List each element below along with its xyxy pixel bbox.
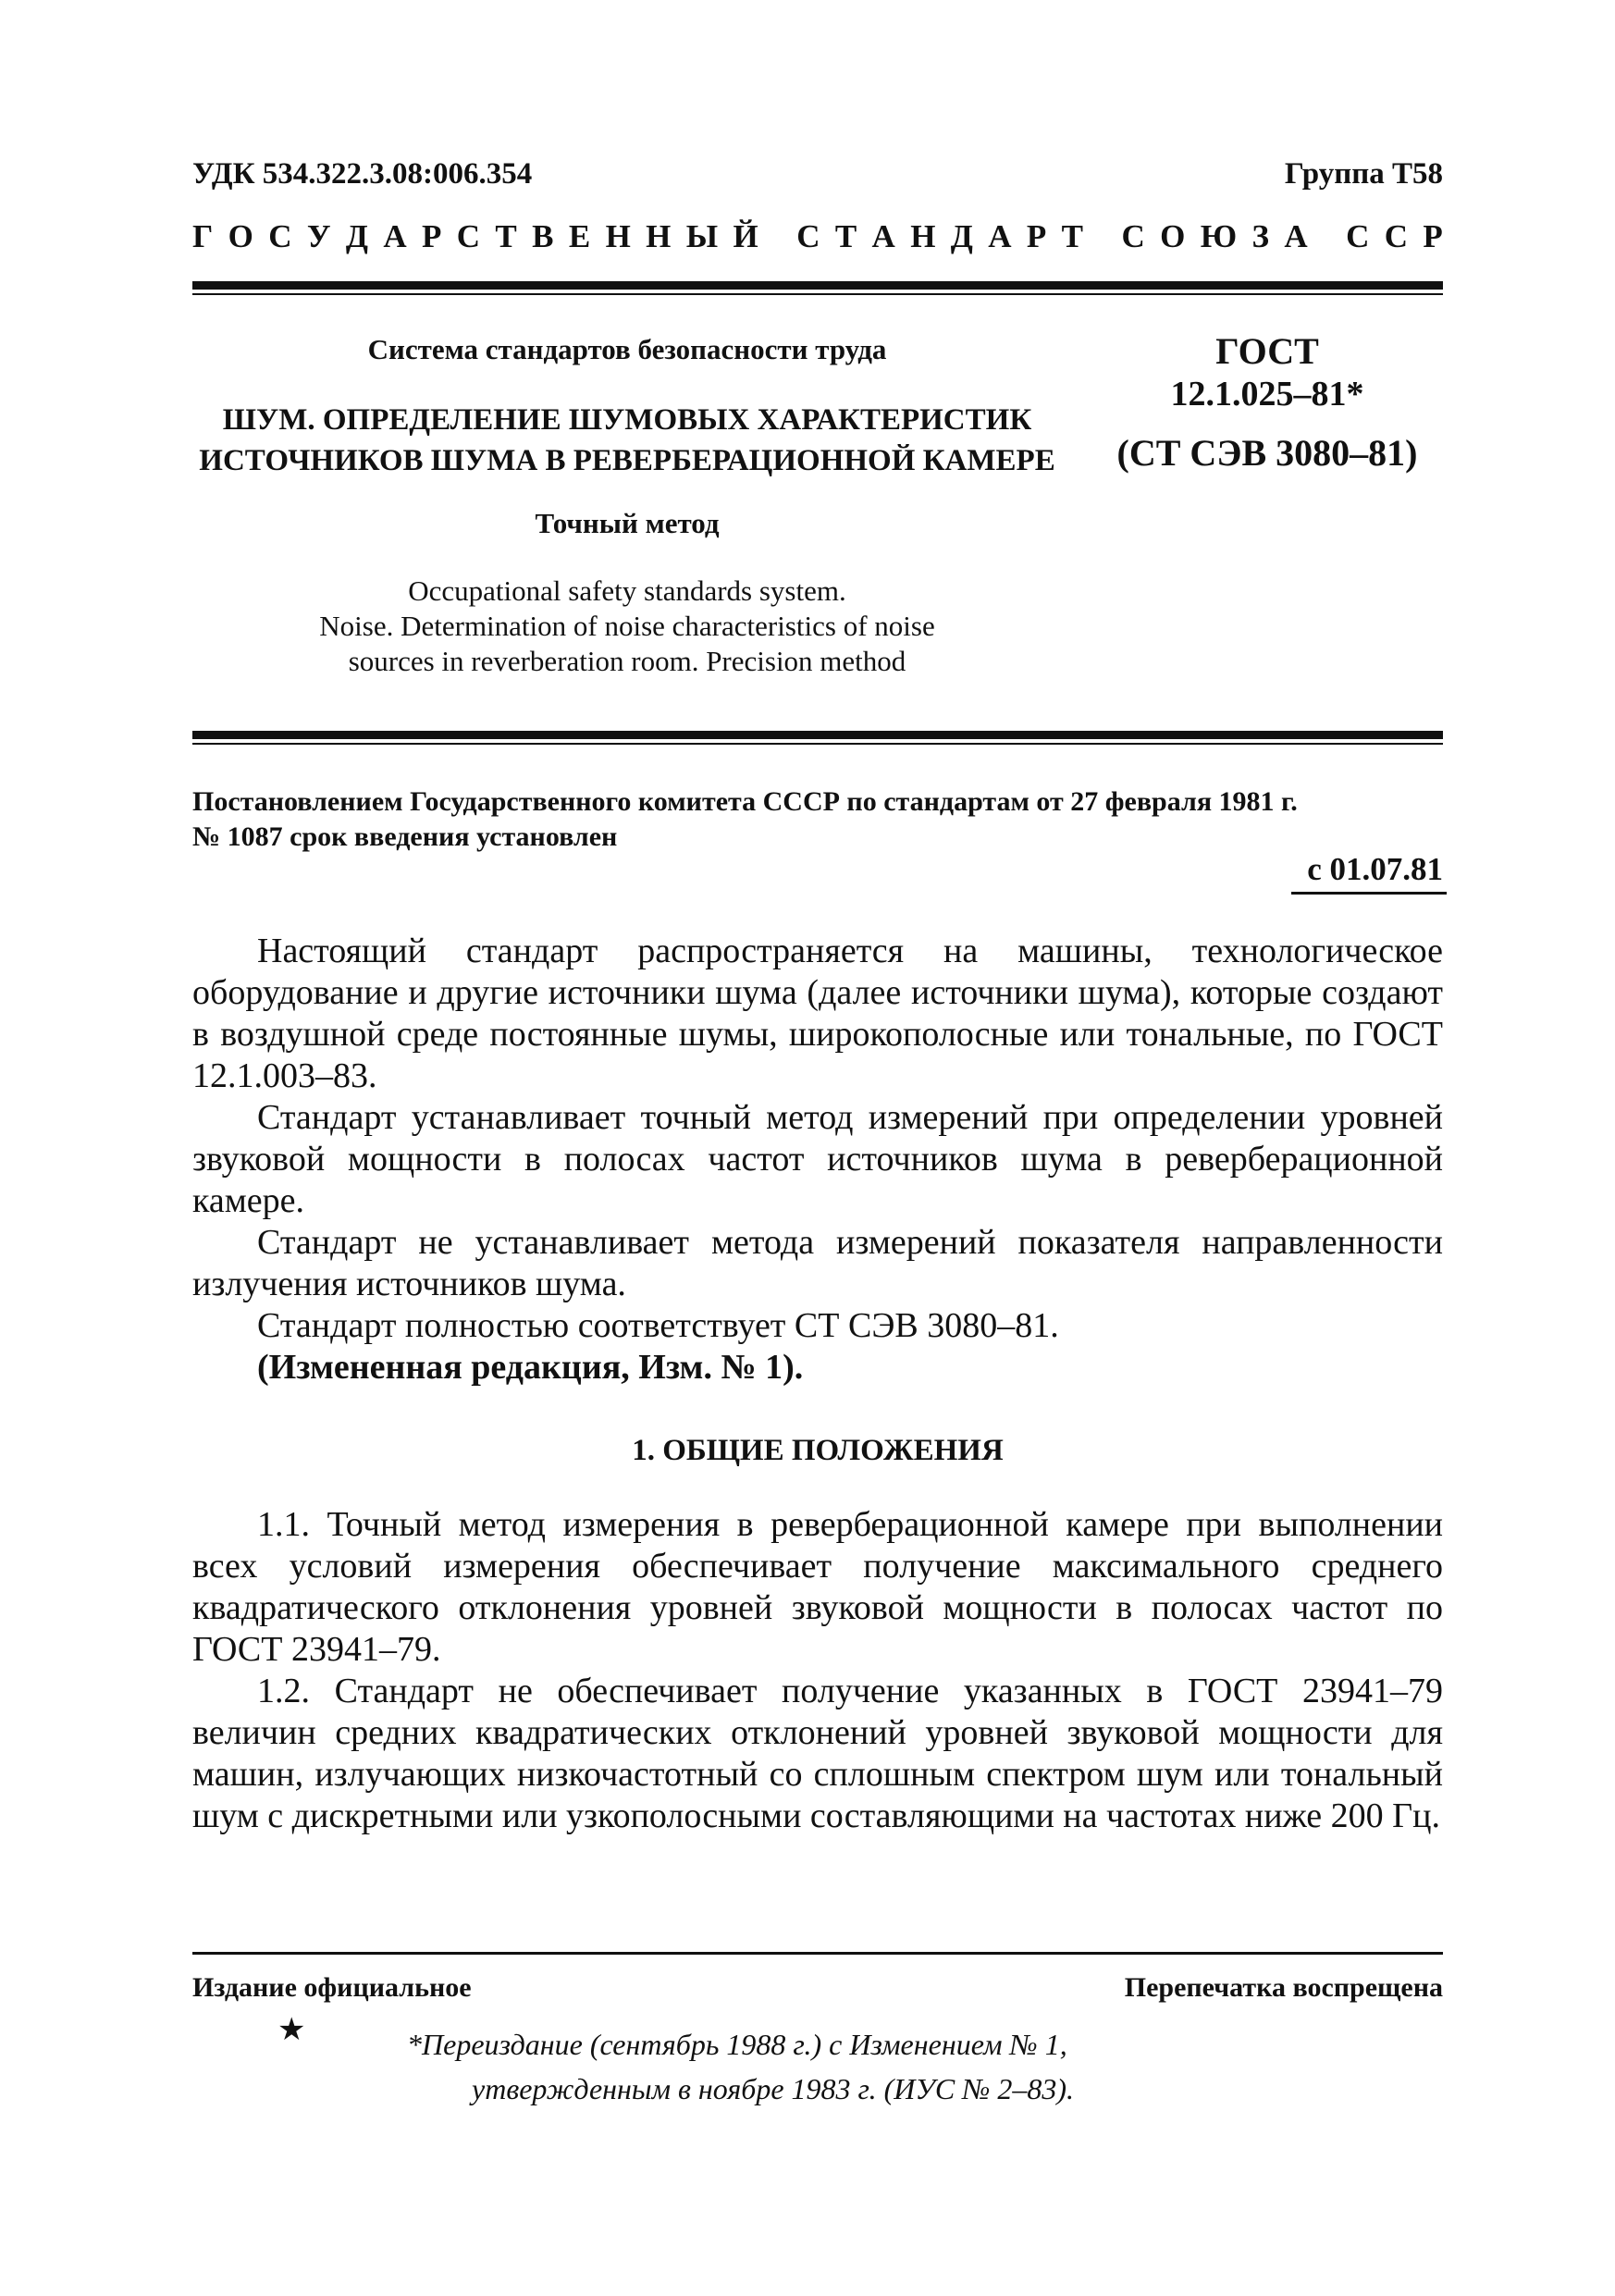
star-icon: ★ [277,2013,306,2047]
state-standard-letter: Р [422,218,442,254]
footer-rule [192,1952,1443,1955]
middle-thin-rule [192,743,1443,745]
state-standard-letter: С [1384,218,1408,254]
state-standard-heading [192,218,1443,255]
paragraph-sev: Стандарт полностью соответствует СТ СЭВ 3080–81. [257,1306,1059,1345]
state-standard-letter: Д [345,218,369,254]
official-edition: Издание официальное [192,1972,472,2003]
gost-number: 12.1.025–81* [1170,375,1364,414]
state-standard-letter: Т [834,218,857,254]
intro-body [192,931,1443,1389]
gost-label: ГОСТ [1215,330,1319,372]
group-code: Группа Т58 [1284,157,1443,191]
state-standard-letter: У [306,218,331,254]
state-standard-letter: Р [1026,218,1047,254]
paragraph-method: Стандарт устанавливает точный метод измерений при определении уровней звуковой мощности в полосах частот источников шума в реверберационной камере. [192,1098,1443,1220]
state-standard-letter: Р [1423,218,1443,254]
state-standard-letter: А [1284,218,1308,254]
state-standard-letter [773,218,782,255]
state-standard-letter: Н [910,218,936,254]
state-standard-letter: О [1160,218,1186,254]
state-standard-letter: А [871,218,895,254]
reprint-prohibited: Перепечатка воспрещена [1124,1972,1443,2003]
state-standard-letter: Г [192,218,214,254]
state-standard-letter: Й [733,218,758,254]
state-standard-letter: Т [495,218,517,254]
clause-1-2: 1.2. Стандарт не обеспечивает получение указанных в ГОСТ 23941–79 величин средних квадратических отклонений уровней звуковой мощности для машин, излучающих низкочастотный со сплошным спектром шум или тональный шум с дискретными или узкополосными составляющими на частотах ниже 200 Гц. [192,1672,1443,1835]
standards-system: Система стандартов безопасности труда [367,333,887,365]
gost-sev-number: (СТ СЭВ 3080–81) [1116,432,1418,474]
state-standard-letter: В [532,218,554,254]
state-standard-letter: С [456,218,481,254]
decree-line-2: № 1087 срок введения установлен [192,821,618,852]
paragraph-scope: Настоящий стандарт распространяется на машины, технологическое оборудование и другие источники шума (далее источники шума), которые создают в воздушной среде постоянные шумы, широкополосные или тональные, по ГОСТ 12.1.003–83. [192,932,1443,1095]
english-title [192,574,1062,679]
state-standard-letter [1323,218,1331,255]
state-standard-letter: Ю [1200,218,1238,254]
state-standard-letter: Н [646,218,672,254]
state-standard-letter: Т [1061,218,1083,254]
state-standard-letter: Д [950,218,973,254]
state-standard-letter: С [1346,218,1370,254]
decree-text [192,784,1450,855]
document-title [192,400,1062,481]
footnote-line-2: утвержденным в ноябре 1983 г. (ИУС № 2–83). [472,2072,1075,2105]
date-underline [1291,892,1447,895]
title-line-2: ИСТОЧНИКОВ ШУМА В РЕВЕРБЕРАЦИОННОЙ КАМЕРЕ [199,444,1055,477]
footnote-line-1: *Переиздание (сентябрь 1988 г.) с Изменением № 1, [407,2028,1067,2061]
state-standard-letter: Е [568,218,591,254]
state-standard-letter: С [268,218,292,254]
effective-date: с 01.07.81 [1307,851,1443,887]
section-body [192,1504,1443,1837]
state-standard-letter: А [383,218,407,254]
english-line-3: sources in reverberation room. Precision method [348,645,906,677]
udk-code: УДК 534.322.3.08:006.354 [192,157,533,191]
state-standard-letter [1098,218,1106,255]
decree-line-1: Постановлением Государственного комитета СССР по стандартам от 27 февраля 1981 г. [192,786,1298,817]
state-standard-letter: С [796,218,820,254]
state-standard-letter: Ы [685,218,719,254]
state-standard-letter: О [228,218,253,254]
clause-1-1: 1.1. Точный метод измерения в реверберационной камере при выполнении всех условий измерения обеспечивает получение максимального среднего квадратического отклонения уровней звуковой мощности в полосах частот по ГОСТ 23941–79. [192,1505,1443,1669]
top-thin-rule [192,293,1443,295]
state-standard-letter: З [1251,218,1269,254]
paragraph-amendment: (Измененная редакция, Изм. № 1). [257,1348,804,1387]
english-line-2: Noise. Determination of noise characteristics of noise [319,610,935,642]
method-subtitle: Точный метод [535,507,720,539]
state-standard-letter: С [1121,218,1145,254]
section-heading: 1. ОБЩИЕ ПОЛОЖЕНИЯ [632,1434,1004,1467]
paragraph-directivity: Стандарт не устанавливает метода измерений показателя направленности излучения источников шума. [192,1223,1443,1303]
middle-thick-rule [192,731,1443,739]
state-standard-letter: Н [605,218,631,254]
reissue-footnote [407,2022,1332,2111]
top-thick-rule [192,281,1443,290]
english-line-1: Occupational safety standards system. [408,574,846,607]
state-standard-letter: А [988,218,1012,254]
title-line-1: ШУМ. ОПРЕДЕЛЕНИЕ ШУМОВЫХ ХАРАКТЕРИСТИК [222,403,1032,437]
